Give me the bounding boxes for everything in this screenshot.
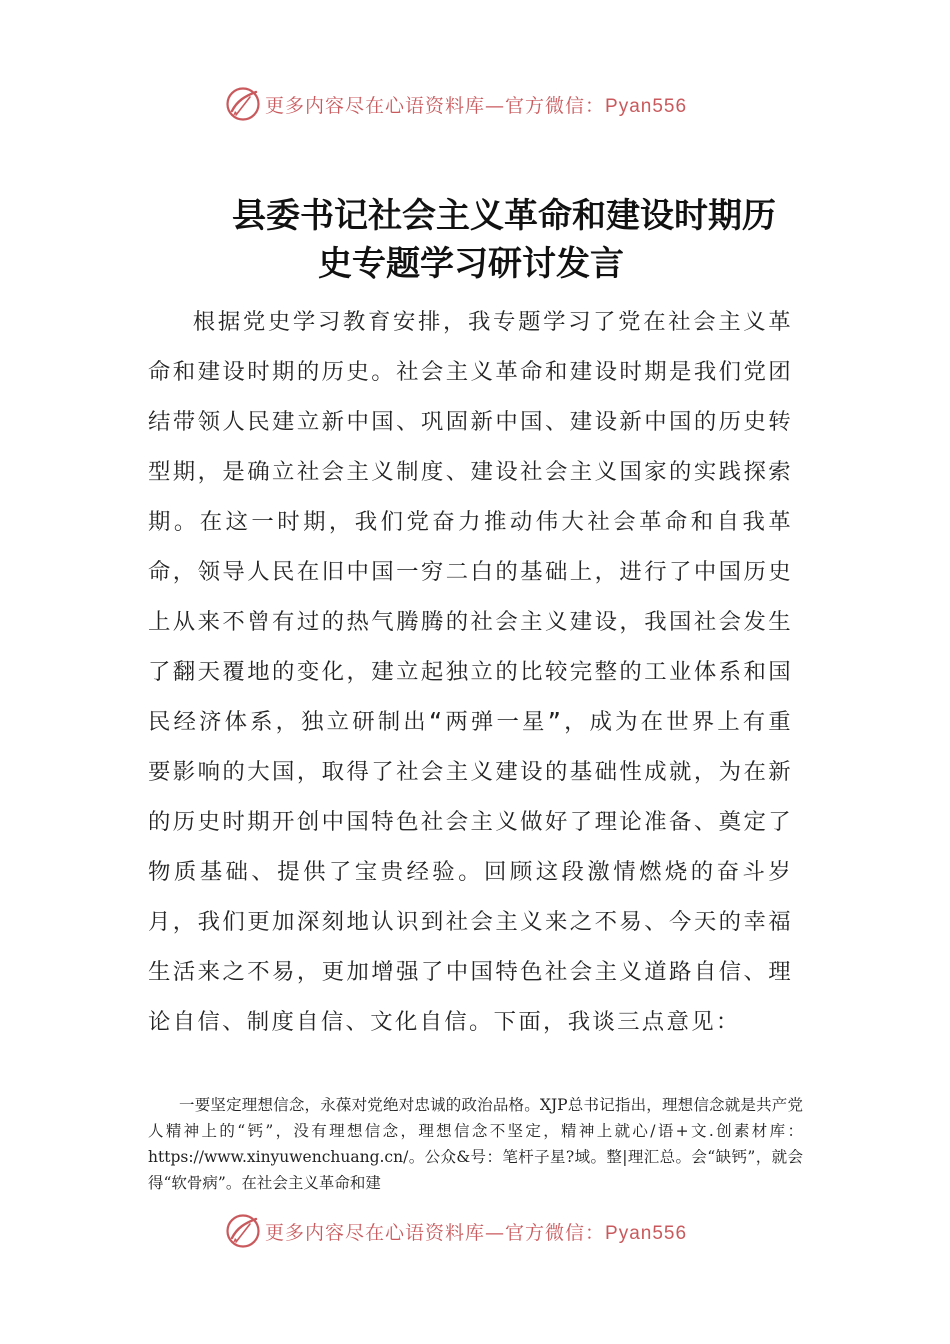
footer-banner-cn: 更多内容尽在心语资料库—官方微信： xyxy=(265,1221,606,1244)
title-line-2: 史专题学习研讨发言 xyxy=(318,244,624,284)
pen-circle-logo-icon xyxy=(225,1213,261,1249)
body-paragraph-1: 根据党史学习教育安排，我专题学习了党在社会主义革命和建设时期的历史。社会主义革命和建设时期是我们党团结带领人民建立新中国、巩固新中国、建设新中国的历史转型期，是确立社会主义制度、建设社会主义国家的实践探索期。在这一时期，我们党奋力推动伟大社会革命和自我革命，领导人民在旧中国一穷二白的基础上，进行了中国历史上从来不曾有过的热气腾腾的社会主义建设，我国社会发生了翻天覆地的变化，建立起独立的比较完整的工业体系和国民经济体系，独立研制出“两弹一星”，成为在世界上有重要影响的大国，取得了社会主义建设的基础性成就，为在新的历史时期开创中国特色社会主义做好了理论准备、奠定了物质基础、提供了宝贵经验。回顾这段激情燃烧的奋斗岁月，我们更加深刻地认识到社会主义来之不易、今天的幸福生活来之不易，更加增强了中国特色社会主义道路自信、理论自信、制度自信、文化自信。下面，我谈三点意见： xyxy=(148,309,793,1035)
header-banner xyxy=(225,84,745,124)
header-banner-cn: 更多内容尽在心语资料库—官方微信： xyxy=(265,94,606,117)
footer-banner-text xyxy=(265,1218,687,1245)
footer-banner xyxy=(225,1211,745,1251)
title-line-1: 县委书记社会主义革命和建设时期历 xyxy=(232,196,776,236)
document-title xyxy=(150,192,840,288)
footer-banner-wechat-id: Pyan556 xyxy=(605,1222,688,1244)
header-banner-text xyxy=(265,91,687,118)
pen-circle-logo-icon xyxy=(225,86,261,122)
body-paragraph-2: 一要坚定理想信念，永葆对党绝对忠诚的政治品格。XJP总书记指出，理想信念就是共产党人精神上的“钙”，没有理想信念，理想信念不坚定，精神上就心/语+文.创素材库：https://www.xinyuwenchuang.cn/。公众&号：笔杆子星?域。整|理汇总。会“缺钙”，就会得“软骨病”。在社会主义革命和建 xyxy=(148,1096,803,1192)
header-banner-wechat-id: Pyan556 xyxy=(605,95,688,117)
